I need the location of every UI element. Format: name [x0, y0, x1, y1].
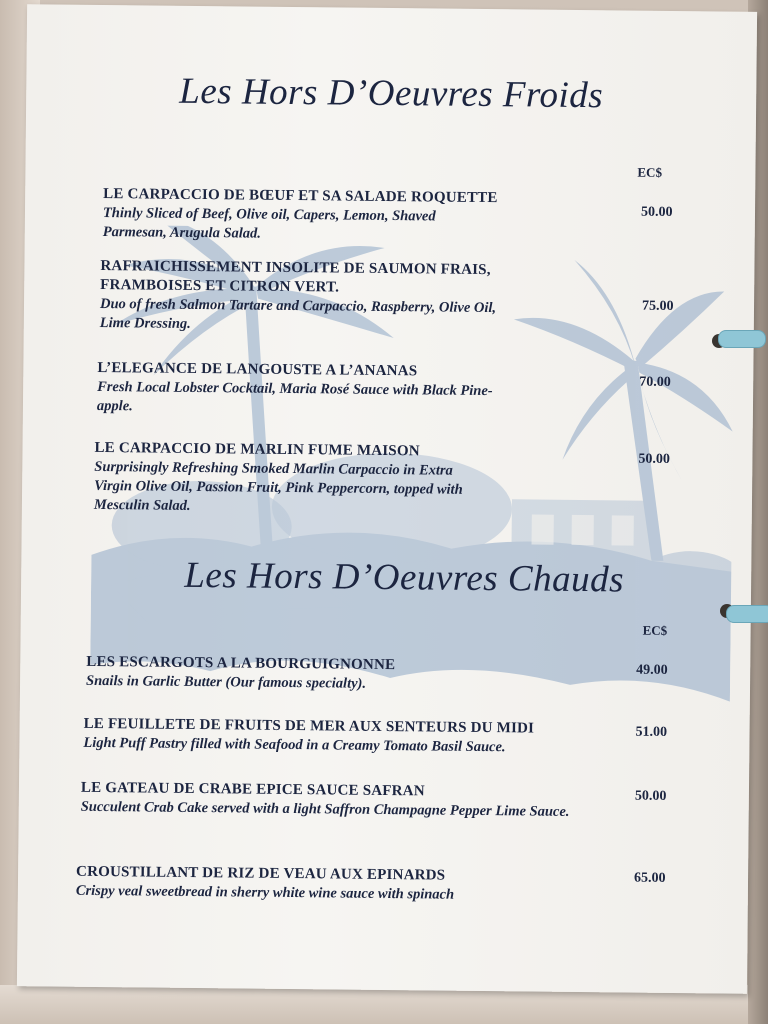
menu-item-description: Surprisingly Refreshing Smoked Marlin Carpaccio in Extra Virgin Olive Oil, Passion Fruit, Pink Peppercorn, topped with Mesculin Salad.	[93, 458, 463, 514]
binder-ring-icon	[726, 605, 768, 623]
menu-item-name: LES ESCARGOTS A LA BOURGUIGNONNE	[86, 653, 396, 674]
currency-label: EC$	[642, 622, 668, 638]
menu-item-description: Thinly Sliced of Beef, Olive oil, Capers, Lemon, Shaved Parmesan, Arugula Salad.	[102, 205, 436, 242]
menu-item-price: 50.00	[640, 204, 673, 220]
menu-item-price: 70.00	[639, 374, 671, 390]
menu-item	[94, 439, 615, 520]
menu-item-description: Succulent Crab Cake served with a light Saffron Champagne Pepper Lime Sauce.	[80, 798, 570, 820]
menu-item	[97, 359, 618, 421]
menu-item-name: RAFRAICHISSEMENT INSOLITE DE SAUMON FRAIS, FRAMBOISES ET CITRON VERT.	[100, 257, 491, 296]
menu-item-description: Fresh Local Lobster Cocktail, Maria Rosé Sauce with Black Pine-apple.	[96, 378, 493, 415]
menu-item-name: CROUSTILLANT DE RIZ DE VEAU AUX EPINARDS	[75, 863, 446, 884]
menu-item-name: LE CARPACCIO DE BŒUF ET SA SALADE ROQUETTE	[103, 186, 498, 207]
menu-item-name: LE FEUILLETE DE FRUITS DE MER AUX SENTEURS DU MIDI	[83, 715, 535, 737]
menu-item-price: 51.00	[635, 724, 668, 740]
menu-item	[76, 863, 576, 906]
menu-item-price: 50.00	[638, 451, 671, 467]
section-title-hot: Les Hors D’Oeuvres Chauds	[184, 554, 625, 601]
menu-item-price: 75.00	[641, 298, 674, 314]
menu-item	[81, 779, 601, 822]
menu-item-price: 50.00	[634, 788, 667, 804]
binder-ring-icon	[718, 330, 766, 348]
menu-item	[83, 715, 623, 759]
menu-item	[86, 653, 606, 696]
menu-item-name: LE GATEAU DE CRABE EPICE SAUCE SAFRAN	[80, 779, 425, 800]
currency-label: EC$	[637, 164, 663, 180]
menu-item-description: Light Puff Pastry filled with Seafood in a Creamy Tomato Basil Sauce.	[83, 734, 506, 756]
section-title-cold: Les Hors D’Oeuvres Froids	[179, 70, 604, 117]
menu-item-price: 65.00	[633, 870, 666, 886]
menu-item-description: Duo of fresh Salmon Tartare and Carpaccio, Raspberry, Olive Oil, Lime Dressing.	[99, 295, 497, 332]
menu-page	[17, 4, 757, 994]
menu-item-description: Crispy veal sweetbread in sherry white wine sauce with spinach	[75, 882, 455, 903]
menu-item	[103, 185, 624, 247]
menu-item-price: 49.00	[636, 662, 668, 678]
menu-item-description: Snails in Garlic Butter (Our famous specialty).	[85, 672, 367, 692]
menu-item-name: L’ELEGANCE DE LANGOUSTE A L’ANANAS	[97, 359, 418, 380]
menu-item-name: LE CARPACCIO DE MARLIN FUME MAISON	[94, 439, 420, 460]
menu-item	[100, 257, 621, 338]
